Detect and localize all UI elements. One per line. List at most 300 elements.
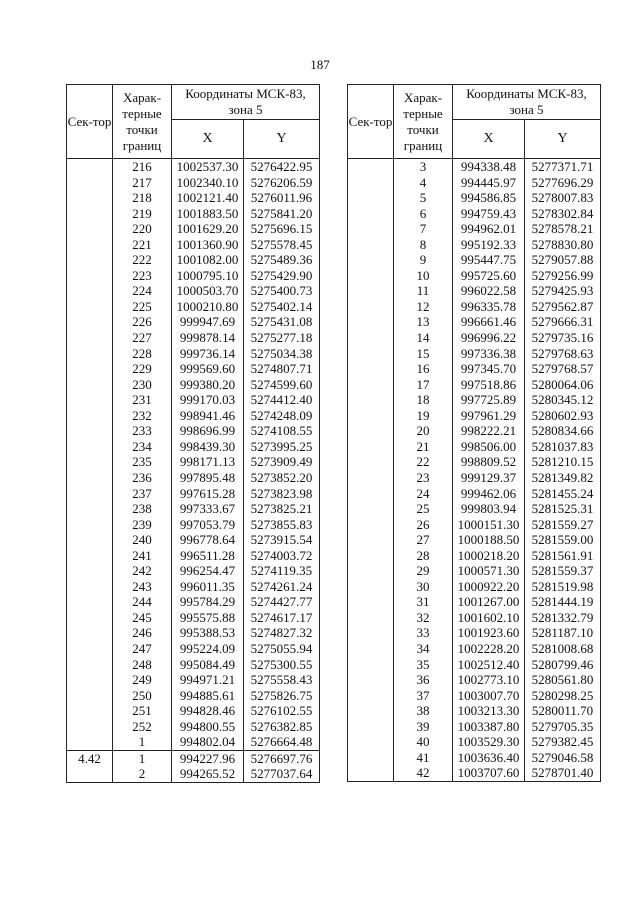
point-number-cell: 6	[394, 206, 453, 222]
sector-cell	[67, 657, 113, 673]
point-number-cell: 11	[394, 283, 453, 299]
x-coordinate-cell: 1003529.30	[453, 734, 525, 750]
x-coordinate-cell: 996511.28	[172, 548, 244, 564]
y-coordinate-cell: 5279768.57	[525, 361, 601, 377]
sector-cell	[67, 361, 113, 377]
x-coordinate-cell: 994338.48	[453, 159, 525, 175]
y-coordinate-cell: 5274261.24	[244, 579, 320, 595]
point-number-cell: 252	[113, 719, 172, 735]
sector-cell	[67, 283, 113, 299]
y-coordinate-cell: 5276664.48	[244, 734, 320, 750]
point-number-cell: 24	[394, 485, 453, 501]
sector-cell	[67, 501, 113, 517]
x-coordinate-cell: 995388.53	[172, 625, 244, 641]
sector-cell	[67, 719, 113, 735]
sector-cell	[67, 237, 113, 253]
x-coordinate-cell: 994227.96	[172, 750, 244, 766]
y-coordinate-cell: 5280561.80	[525, 672, 601, 688]
table-row	[67, 159, 320, 175]
sector-cell	[67, 517, 113, 533]
sector-cell: 4.42	[67, 750, 113, 766]
point-number-cell: 230	[113, 377, 172, 393]
y-coordinate-cell: 5281187.10	[525, 625, 601, 641]
point-number-cell: 4	[394, 175, 453, 191]
sector-cell	[348, 252, 394, 268]
table-row	[348, 221, 601, 237]
y-coordinate-cell: 5277371.71	[525, 159, 601, 175]
y-coordinate-cell: 5280834.66	[525, 423, 601, 439]
x-coordinate-cell: 1001602.10	[453, 610, 525, 626]
table-row	[67, 734, 320, 750]
y-coordinate-cell: 5276102.55	[244, 703, 320, 719]
x-coordinate-cell: 999380.20	[172, 377, 244, 393]
table-row	[67, 657, 320, 673]
x-coordinate-cell: 997725.89	[453, 392, 525, 408]
sector-cell	[348, 470, 394, 486]
y-coordinate-cell: 5275055.94	[244, 641, 320, 657]
y-coordinate-cell: 5275841.20	[244, 206, 320, 222]
sector-cell	[348, 610, 394, 626]
point-number-cell: 245	[113, 610, 172, 626]
table-row	[348, 159, 601, 175]
y-coordinate-cell: 5281455.24	[525, 485, 601, 501]
y-coordinate-cell: 5273852.20	[244, 470, 320, 486]
point-number-cell: 229	[113, 361, 172, 377]
y-coordinate-cell: 5280799.46	[525, 657, 601, 673]
table-row	[67, 517, 320, 533]
x-coordinate-cell: 994885.61	[172, 688, 244, 704]
x-coordinate-cell: 1000571.30	[453, 563, 525, 579]
table-row	[67, 610, 320, 626]
table-row	[348, 252, 601, 268]
sector-cell	[67, 159, 113, 175]
table-row	[348, 688, 601, 704]
y-coordinate-cell: 5279562.87	[525, 299, 601, 315]
point-number-cell: 223	[113, 268, 172, 284]
y-coordinate-cell: 5279705.35	[525, 719, 601, 735]
point-number-cell: 227	[113, 330, 172, 346]
y-coordinate-cell: 5274599.60	[244, 377, 320, 393]
coordinates-table-left	[66, 84, 320, 783]
y-coordinate-cell: 5274807.71	[244, 361, 320, 377]
sector-cell	[67, 470, 113, 486]
point-number-cell: 41	[394, 750, 453, 766]
x-coordinate-cell: 998171.13	[172, 454, 244, 470]
header-x: X	[453, 120, 525, 159]
sector-cell	[348, 408, 394, 424]
sector-cell	[67, 221, 113, 237]
point-number-cell: 28	[394, 548, 453, 564]
sector-cell	[67, 594, 113, 610]
table-row	[348, 532, 601, 548]
table-row	[348, 408, 601, 424]
point-number-cell: 33	[394, 625, 453, 641]
sector-cell	[348, 206, 394, 222]
point-number-cell: 218	[113, 190, 172, 206]
point-number-cell: 224	[113, 283, 172, 299]
y-coordinate-cell: 5275402.14	[244, 299, 320, 315]
table-row	[348, 610, 601, 626]
point-number-cell: 247	[113, 641, 172, 657]
x-coordinate-cell: 1000210.80	[172, 299, 244, 315]
point-number-cell: 238	[113, 501, 172, 517]
table-row	[348, 625, 601, 641]
table-row	[348, 594, 601, 610]
sector-cell	[348, 175, 394, 191]
point-number-cell: 236	[113, 470, 172, 486]
sector-cell	[67, 252, 113, 268]
y-coordinate-cell: 5275696.15	[244, 221, 320, 237]
table-row	[67, 548, 320, 564]
point-number-cell: 31	[394, 594, 453, 610]
sector-cell	[348, 703, 394, 719]
x-coordinate-cell: 1002340.10	[172, 175, 244, 191]
x-coordinate-cell: 996254.47	[172, 563, 244, 579]
point-number-cell: 21	[394, 439, 453, 455]
point-number-cell: 19	[394, 408, 453, 424]
y-coordinate-cell: 5277696.29	[525, 175, 601, 191]
point-number-cell: 8	[394, 237, 453, 253]
sector-cell	[348, 377, 394, 393]
x-coordinate-cell: 998941.46	[172, 408, 244, 424]
sector-cell	[348, 423, 394, 439]
point-number-cell: 226	[113, 314, 172, 330]
point-number-cell: 233	[113, 423, 172, 439]
y-coordinate-cell: 5273823.98	[244, 485, 320, 501]
y-coordinate-cell: 5275300.55	[244, 657, 320, 673]
y-coordinate-cell: 5279666.31	[525, 314, 601, 330]
sector-cell	[67, 392, 113, 408]
table-row	[67, 361, 320, 377]
header-coordinates: Координаты МСК-83, зона 5	[453, 85, 601, 120]
x-coordinate-cell: 1003387.80	[453, 719, 525, 735]
table-row	[67, 454, 320, 470]
point-number-cell: 246	[113, 625, 172, 641]
y-coordinate-cell: 5274003.72	[244, 548, 320, 564]
y-coordinate-cell: 5281559.00	[525, 532, 601, 548]
y-coordinate-cell: 5274248.09	[244, 408, 320, 424]
point-number-cell: 38	[394, 703, 453, 719]
y-coordinate-cell: 5278007.83	[525, 190, 601, 206]
table-row	[348, 501, 601, 517]
y-coordinate-cell: 5274827.32	[244, 625, 320, 641]
x-coordinate-cell: 996335.78	[453, 299, 525, 315]
sector-cell	[67, 703, 113, 719]
x-coordinate-cell: 995725.60	[453, 268, 525, 284]
sector-cell	[67, 532, 113, 548]
x-coordinate-cell: 996778.64	[172, 532, 244, 548]
table-row	[67, 408, 320, 424]
sector-cell	[348, 392, 394, 408]
y-coordinate-cell: 5280602.93	[525, 408, 601, 424]
table-row	[67, 221, 320, 237]
header-x: X	[172, 120, 244, 159]
table-row	[348, 237, 601, 253]
point-number-cell: 18	[394, 392, 453, 408]
x-coordinate-cell: 995784.29	[172, 594, 244, 610]
x-coordinate-cell: 996022.58	[453, 283, 525, 299]
sector-cell	[348, 330, 394, 346]
point-number-cell: 2	[113, 766, 172, 782]
point-number-cell: 222	[113, 252, 172, 268]
point-number-cell: 221	[113, 237, 172, 253]
x-coordinate-cell: 998439.30	[172, 439, 244, 455]
y-coordinate-cell: 5275431.08	[244, 314, 320, 330]
sector-cell	[67, 625, 113, 641]
y-coordinate-cell: 5276697.76	[244, 750, 320, 766]
header-sector: Сек-тор	[67, 85, 113, 159]
x-coordinate-cell: 1003007.70	[453, 688, 525, 704]
table-row	[348, 283, 601, 299]
point-number-cell: 251	[113, 703, 172, 719]
x-coordinate-cell: 995447.75	[453, 252, 525, 268]
y-coordinate-cell: 5281559.27	[525, 517, 601, 533]
table-row	[348, 548, 601, 564]
x-coordinate-cell: 998222.21	[453, 423, 525, 439]
sector-cell	[348, 485, 394, 501]
y-coordinate-cell: 5281519.98	[525, 579, 601, 595]
table-row	[67, 330, 320, 346]
x-coordinate-cell: 1001360.90	[172, 237, 244, 253]
table-row	[67, 377, 320, 393]
x-coordinate-cell: 999170.03	[172, 392, 244, 408]
y-coordinate-cell: 5275489.36	[244, 252, 320, 268]
x-coordinate-cell: 1001267.00	[453, 594, 525, 610]
x-coordinate-cell: 997333.67	[172, 501, 244, 517]
sector-cell	[348, 190, 394, 206]
point-number-cell: 3	[394, 159, 453, 175]
y-coordinate-cell: 5279046.58	[525, 750, 601, 766]
table-row	[67, 190, 320, 206]
x-coordinate-cell: 994445.97	[453, 175, 525, 191]
table-row	[67, 719, 320, 735]
table-row	[348, 377, 601, 393]
y-coordinate-cell: 5274119.35	[244, 563, 320, 579]
point-number-cell: 25	[394, 501, 453, 517]
x-coordinate-cell: 995575.88	[172, 610, 244, 626]
y-coordinate-cell: 5279382.45	[525, 734, 601, 750]
x-coordinate-cell: 997053.79	[172, 517, 244, 533]
sector-cell	[348, 625, 394, 641]
y-coordinate-cell: 5280345.12	[525, 392, 601, 408]
sector-cell	[67, 485, 113, 501]
y-coordinate-cell: 5274412.40	[244, 392, 320, 408]
point-number-cell: 1	[113, 734, 172, 750]
x-coordinate-cell: 1000503.70	[172, 283, 244, 299]
x-coordinate-cell: 1003707.60	[453, 765, 525, 781]
y-coordinate-cell: 5278578.21	[525, 221, 601, 237]
sector-cell	[348, 268, 394, 284]
x-coordinate-cell: 997345.70	[453, 361, 525, 377]
point-number-cell: 219	[113, 206, 172, 222]
table-row	[67, 314, 320, 330]
x-coordinate-cell: 1000188.50	[453, 532, 525, 548]
sector-cell	[348, 299, 394, 315]
x-coordinate-cell: 1000795.10	[172, 268, 244, 284]
point-number-cell: 231	[113, 392, 172, 408]
table-row	[67, 268, 320, 284]
x-coordinate-cell: 997518.86	[453, 377, 525, 393]
point-number-cell: 37	[394, 688, 453, 704]
sector-cell	[348, 361, 394, 377]
y-coordinate-cell: 5274427.77	[244, 594, 320, 610]
sector-cell	[67, 641, 113, 657]
y-coordinate-cell: 5276011.96	[244, 190, 320, 206]
point-number-cell: 40	[394, 734, 453, 750]
sector-cell	[348, 672, 394, 688]
point-number-cell: 14	[394, 330, 453, 346]
table-row	[67, 672, 320, 688]
point-number-cell: 16	[394, 361, 453, 377]
x-coordinate-cell: 1003213.30	[453, 703, 525, 719]
y-coordinate-cell: 5281525.31	[525, 501, 601, 517]
table-row	[348, 485, 601, 501]
table-row	[67, 470, 320, 486]
coordinates-table-right	[347, 84, 601, 782]
point-number-cell: 244	[113, 594, 172, 610]
point-number-cell: 36	[394, 672, 453, 688]
sector-cell	[348, 346, 394, 362]
table-row	[348, 750, 601, 766]
x-coordinate-cell: 994971.21	[172, 672, 244, 688]
point-number-cell: 241	[113, 548, 172, 564]
y-coordinate-cell: 5275578.45	[244, 237, 320, 253]
sector-cell	[348, 719, 394, 735]
x-coordinate-cell: 995084.49	[172, 657, 244, 673]
sector-cell	[348, 594, 394, 610]
table-row	[67, 688, 320, 704]
sector-cell	[348, 579, 394, 595]
sector-cell	[348, 221, 394, 237]
x-coordinate-cell: 1000218.20	[453, 548, 525, 564]
y-coordinate-cell: 5275558.43	[244, 672, 320, 688]
y-coordinate-cell: 5280064.06	[525, 377, 601, 393]
x-coordinate-cell: 994962.01	[453, 221, 525, 237]
x-coordinate-cell: 999129.37	[453, 470, 525, 486]
table-row	[67, 237, 320, 253]
table-row	[348, 454, 601, 470]
sector-cell	[348, 532, 394, 548]
y-coordinate-cell: 5281210.15	[525, 454, 601, 470]
x-coordinate-cell: 996996.22	[453, 330, 525, 346]
sector-cell	[348, 314, 394, 330]
point-number-cell: 13	[394, 314, 453, 330]
x-coordinate-cell: 1000151.30	[453, 517, 525, 533]
sector-cell	[348, 657, 394, 673]
y-coordinate-cell: 5281349.82	[525, 470, 601, 486]
x-coordinate-cell: 999947.69	[172, 314, 244, 330]
point-number-cell: 225	[113, 299, 172, 315]
x-coordinate-cell: 998506.00	[453, 439, 525, 455]
sector-cell	[348, 641, 394, 657]
point-number-cell: 220	[113, 221, 172, 237]
x-coordinate-cell: 1002121.40	[172, 190, 244, 206]
y-coordinate-cell: 5273909.49	[244, 454, 320, 470]
y-coordinate-cell: 5275034.38	[244, 346, 320, 362]
table-row	[67, 594, 320, 610]
y-coordinate-cell: 5281008.68	[525, 641, 601, 657]
sector-cell	[67, 734, 113, 750]
point-number-cell: 9	[394, 252, 453, 268]
x-coordinate-cell: 1001082.00	[172, 252, 244, 268]
y-coordinate-cell: 5275429.90	[244, 268, 320, 284]
x-coordinate-cell: 1002512.40	[453, 657, 525, 673]
table-row	[348, 641, 601, 657]
y-coordinate-cell: 5280298.25	[525, 688, 601, 704]
sector-cell	[67, 206, 113, 222]
x-coordinate-cell: 994800.55	[172, 719, 244, 735]
y-coordinate-cell: 5281444.19	[525, 594, 601, 610]
point-number-cell: 248	[113, 657, 172, 673]
table-row	[67, 175, 320, 191]
x-coordinate-cell: 994265.52	[172, 766, 244, 782]
sector-cell	[67, 610, 113, 626]
point-number-cell: 216	[113, 159, 172, 175]
table-row	[67, 439, 320, 455]
table-row	[348, 672, 601, 688]
y-coordinate-cell: 5273995.25	[244, 439, 320, 455]
table-row	[348, 175, 601, 191]
point-number-cell: 39	[394, 719, 453, 735]
x-coordinate-cell: 999462.06	[453, 485, 525, 501]
y-coordinate-cell: 5279425.93	[525, 283, 601, 299]
sector-cell	[67, 579, 113, 595]
point-number-cell: 5	[394, 190, 453, 206]
point-number-cell: 235	[113, 454, 172, 470]
sector-cell	[67, 299, 113, 315]
point-number-cell: 23	[394, 470, 453, 486]
table-row	[67, 625, 320, 641]
point-number-cell: 234	[113, 439, 172, 455]
y-coordinate-cell: 5273825.21	[244, 501, 320, 517]
y-coordinate-cell: 5278302.84	[525, 206, 601, 222]
y-coordinate-cell: 5274108.55	[244, 423, 320, 439]
x-coordinate-cell: 1002228.20	[453, 641, 525, 657]
x-coordinate-cell: 1000922.20	[453, 579, 525, 595]
header-characteristic-points: Харак-терные точки границ	[113, 85, 172, 159]
x-coordinate-cell: 999736.14	[172, 346, 244, 362]
sector-cell	[67, 454, 113, 470]
point-number-cell: 12	[394, 299, 453, 315]
table-row	[348, 314, 601, 330]
sector-cell	[67, 377, 113, 393]
point-number-cell: 42	[394, 765, 453, 781]
point-number-cell: 228	[113, 346, 172, 362]
y-coordinate-cell: 5278830.80	[525, 237, 601, 253]
sector-cell	[67, 672, 113, 688]
table-row	[348, 657, 601, 673]
sector-cell	[67, 766, 113, 782]
sector-cell	[67, 175, 113, 191]
x-coordinate-cell: 1001923.60	[453, 625, 525, 641]
point-number-cell: 22	[394, 454, 453, 470]
x-coordinate-cell: 999803.94	[453, 501, 525, 517]
point-number-cell: 34	[394, 641, 453, 657]
table-row	[348, 470, 601, 486]
point-number-cell: 250	[113, 688, 172, 704]
y-coordinate-cell: 5281559.37	[525, 563, 601, 579]
header-y: Y	[525, 120, 601, 159]
point-number-cell: 242	[113, 563, 172, 579]
y-coordinate-cell: 5275826.75	[244, 688, 320, 704]
sector-cell	[348, 159, 394, 175]
sector-cell	[348, 454, 394, 470]
y-coordinate-cell: 5279256.99	[525, 268, 601, 284]
point-number-cell: 26	[394, 517, 453, 533]
table-row	[67, 703, 320, 719]
y-coordinate-cell: 5278701.40	[525, 765, 601, 781]
table-row	[348, 563, 601, 579]
